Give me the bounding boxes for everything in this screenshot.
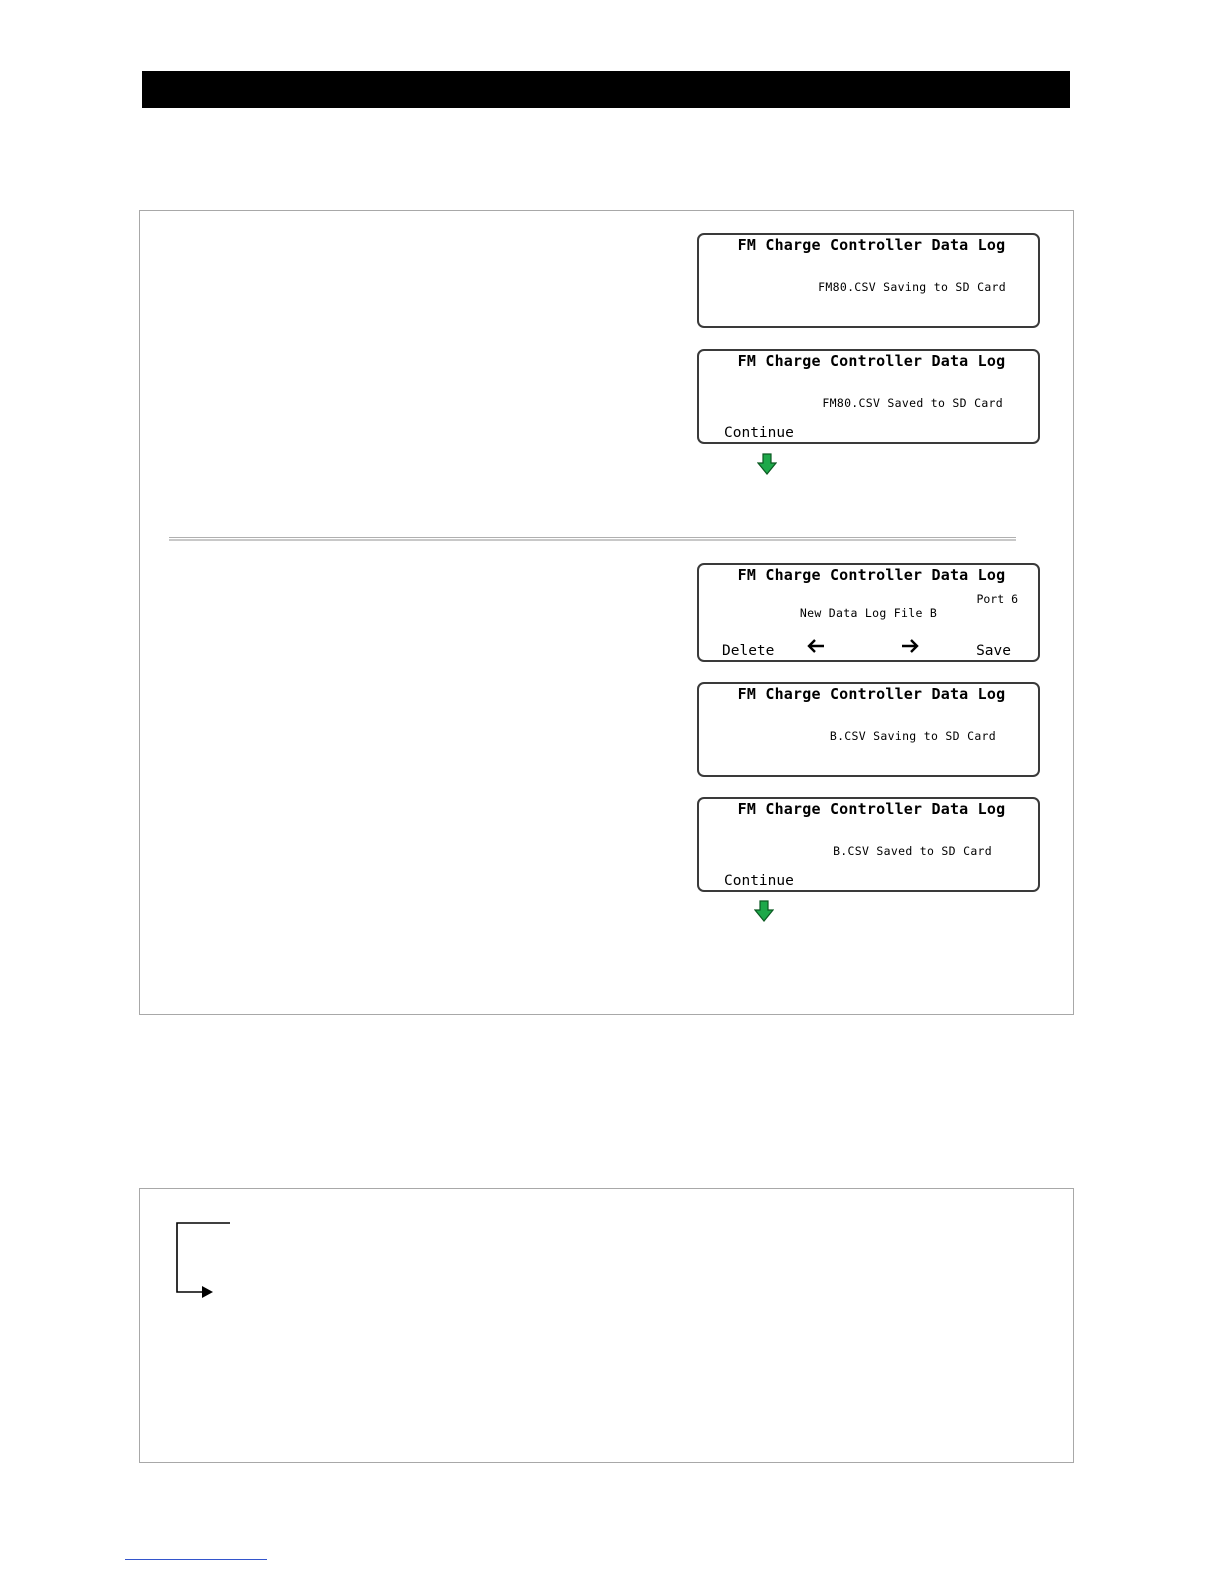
continue-softkey[interactable]: Continue bbox=[724, 425, 794, 441]
lcd-screen-saving-b bbox=[697, 682, 1040, 777]
lcd-screen-saved-fm80 bbox=[697, 349, 1040, 444]
lcd-title: FM Charge Controller Data Log bbox=[737, 566, 1006, 584]
return-bracket-arrow-icon bbox=[176, 1222, 230, 1298]
port-label: Port 6 bbox=[976, 592, 1018, 606]
lcd-title: FM Charge Controller Data Log bbox=[737, 800, 1006, 818]
lcd-title: FM Charge Controller Data Log bbox=[737, 685, 1006, 703]
section-divider bbox=[169, 537, 1016, 541]
lcd-screen-new-data-log-file bbox=[697, 563, 1040, 662]
lcd-title: FM Charge Controller Data Log bbox=[737, 352, 1006, 370]
green-down-arrow-icon bbox=[754, 900, 774, 922]
procedure-panel-bottom bbox=[139, 1188, 1074, 1463]
lcd-screen-saved-b bbox=[697, 797, 1040, 892]
right-arrow-icon[interactable] bbox=[901, 638, 919, 658]
lcd-message: FM80.CSV Saving to SD Card bbox=[818, 280, 1006, 294]
left-arrow-icon[interactable] bbox=[807, 638, 825, 658]
save-softkey[interactable]: Save bbox=[976, 643, 1011, 659]
lcd-title: FM Charge Controller Data Log bbox=[737, 236, 1006, 254]
lcd-screen-saving-fm80 bbox=[697, 233, 1040, 328]
lcd-message: FM80.CSV Saved to SD Card bbox=[822, 396, 1003, 410]
lcd-message: B.CSV Saving to SD Card bbox=[829, 729, 996, 743]
green-down-arrow-icon bbox=[757, 453, 777, 475]
delete-softkey[interactable]: Delete bbox=[722, 643, 775, 659]
continue-softkey[interactable]: Continue bbox=[724, 873, 794, 889]
footer-link-underline bbox=[125, 1559, 267, 1560]
lcd-message: New Data Log File B bbox=[799, 606, 938, 620]
lcd-message: B.CSV Saved to SD Card bbox=[833, 844, 992, 858]
header-bar bbox=[142, 71, 1070, 108]
